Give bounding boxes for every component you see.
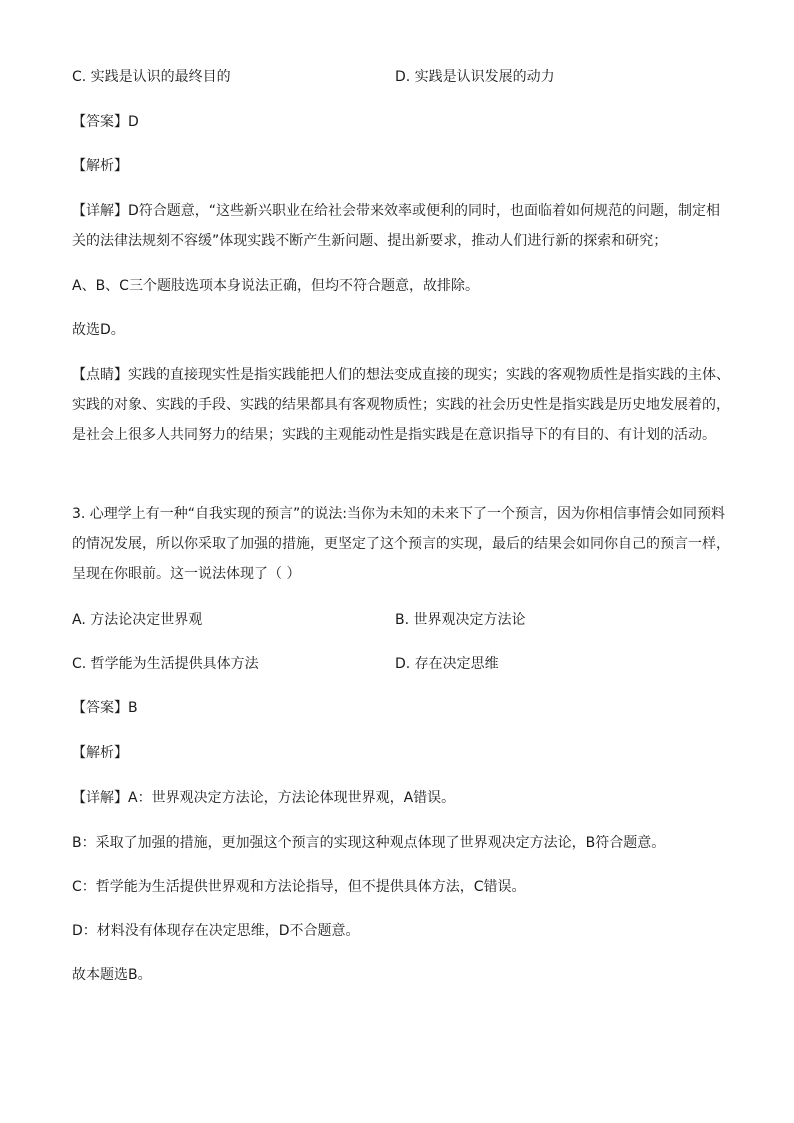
q3-option-d: D. 存在决定思维 xyxy=(395,656,499,672)
q3-option-a: A. 方法论决定世界观 xyxy=(72,612,203,628)
q3-detail-d: D：材料没有体现存在决定思维，D不合题意。 xyxy=(72,923,360,939)
q3-stem: 3. 心理学上有一种“自我实现的预言”的说法:当你为未知的未来下了一个预言，因为你相信事情会如同预料的情况发展，所以你采取了加强的措施，更坚定了这个预言的实现，最后的结果会如同你自己的预言一样，呈现在你眼前。这一说法体现了（ ） xyxy=(72,506,730,582)
q3-detail-c: C：哲学能为生活提供世界观和方法论指导，但不提供具体方法，C错误。 xyxy=(72,879,526,895)
q2-highlight: 【点睛】实践的直接现实性是指实践能把人们的想法变成直接的现实；实践的客观物质性是指实践的主体、实践的对象、实践的手段、实践的结果都具有客观物质性；实践的社会历史性是指实践是历史地发展着的，是社会上很多人共同努力的结果；实践的主观能动性是指实践是在意识指导下的有目的、有计划的活动。 xyxy=(72,367,730,443)
q3-detail-b: B：采取了加强的措施，更加强这个预言的实现这种观点体现了世界观决定方法论，B符合题意。 xyxy=(72,835,666,851)
q2-option-d: D. 实践是认识发展的动力 xyxy=(395,69,555,85)
q2-answer: 【答案】D xyxy=(72,114,139,130)
q3-analysis-title: 【解析】 xyxy=(72,745,128,761)
q3-answer: 【答案】B xyxy=(72,700,138,716)
q3-option-b: B. 世界观决定方法论 xyxy=(395,612,526,628)
q2-choose: 故选D。 xyxy=(72,322,125,338)
q3-detail-a: 【详解】A：世界观决定方法论，方法论体现世界观，A错误。 xyxy=(72,790,456,806)
q2-option-c: C. 实践是认识的最终目的 xyxy=(72,69,231,85)
q2-abc-note: A、B、C三个题肢选项本身说法正确，但均不符合题意，故排除。 xyxy=(72,278,479,294)
q3-option-c: C. 哲学能为生活提供具体方法 xyxy=(72,656,259,672)
q2-analysis-title: 【解析】 xyxy=(72,158,128,174)
q2-detail: 【详解】D符合题意，“这些新兴职业在给社会带来效率或便利的同时，也面临着如何规范的问题，制定相关的法律法规刻不容缓”体现实践不断产生新问题、提出新要求，推动人们进行新的探索和研究； xyxy=(72,203,721,249)
q3-choose: 故本题选B。 xyxy=(72,967,152,983)
